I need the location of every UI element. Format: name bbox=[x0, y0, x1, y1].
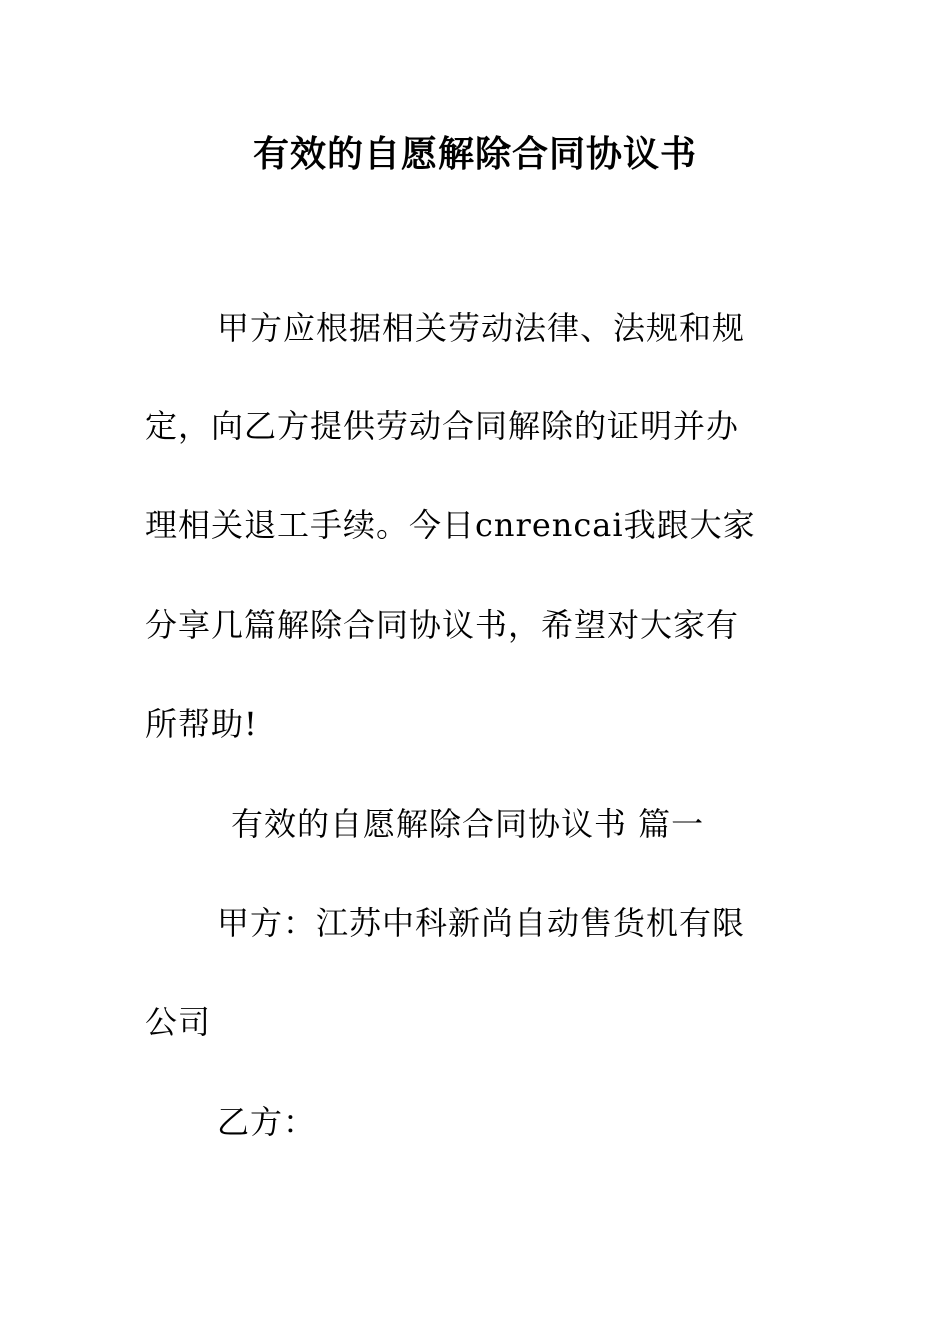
intro-line-3: 理相关退工手续。今日cnrencai我跟大家 bbox=[145, 506, 756, 544]
party-a-line-1: 甲方：江苏中科新尚自动售货机有限 bbox=[217, 904, 746, 942]
party-b-line: 乙方： bbox=[217, 1103, 317, 1141]
document-title: 有效的自愿解除合同协议书 bbox=[252, 133, 697, 175]
intro-line-5: 所帮助! bbox=[145, 705, 258, 743]
intro-line-2: 定，向乙方提供劳动合同解除的证明并办 bbox=[145, 407, 740, 445]
intro-line-1: 甲方应根据相关劳动法律、法规和规 bbox=[217, 309, 746, 347]
intro-line-4: 分享几篇解除合同协议书，希望对大家有 bbox=[145, 606, 740, 644]
party-a-line-2: 公司 bbox=[145, 1003, 212, 1041]
section-heading: 有效的自愿解除合同协议书 篇一 bbox=[231, 805, 705, 843]
